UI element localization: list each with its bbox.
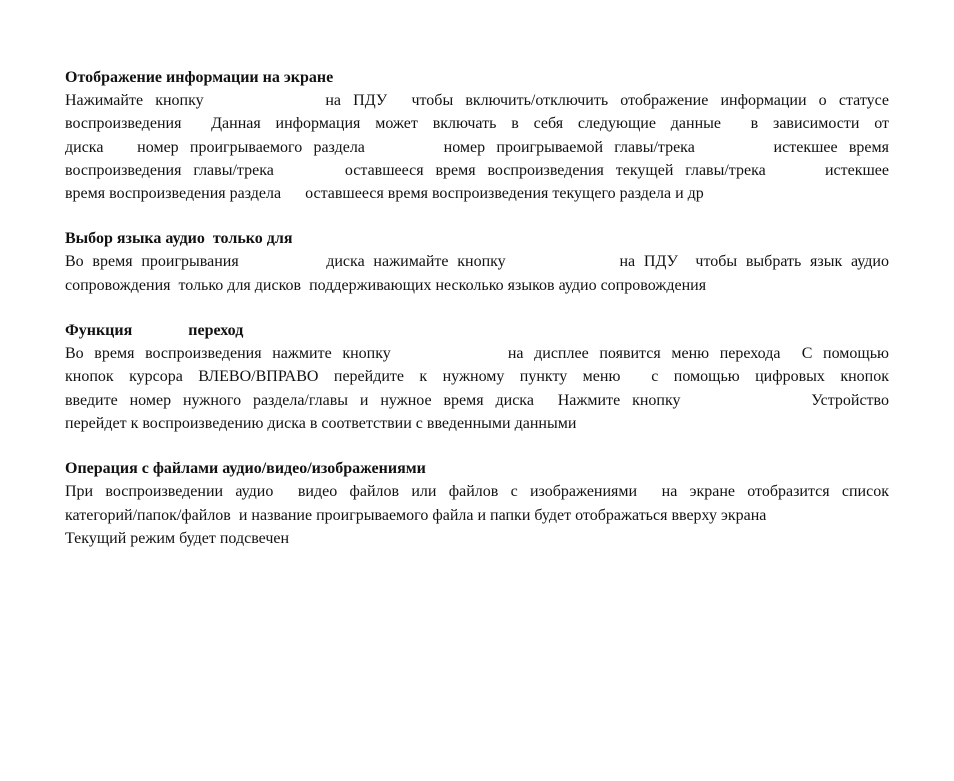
section-heading: Выбор языка аудио только для bbox=[65, 230, 293, 248]
text-line: перейдет к воспроизведению диска в соответствии с введенными данными bbox=[65, 414, 577, 432]
section-paragraph bbox=[65, 480, 889, 550]
text-line: Нажимайте кнопку на ПДУ чтобы включить/отключить отображение информации о статусе bbox=[65, 92, 889, 109]
section-goto-function bbox=[65, 319, 889, 435]
section-heading: Операция с файлами аудио/видео/изображениями bbox=[65, 460, 426, 478]
section-paragraph bbox=[65, 342, 889, 435]
text-line: воспроизведения главы/трека оставшееся время воспроизведения текущей главы/трека истекшее bbox=[65, 161, 889, 179]
text-line: Во время воспроизведения нажмите кнопку на дисплее появится меню перехода С помощью bbox=[65, 345, 889, 363]
section-paragraph bbox=[65, 89, 889, 205]
text-line: При воспроизведении аудио видео файлов или файлов с изображениями на экране отобразится список bbox=[65, 483, 889, 501]
text-line: воспроизведения Данная информация может включать в себя следующие данные в зависимости от bbox=[65, 115, 889, 133]
section-screen-info bbox=[65, 66, 889, 205]
section-heading: Функция переход bbox=[65, 322, 244, 340]
text-line: время воспроизведения раздела оставшееся время воспроизведения текущего раздела и др bbox=[65, 185, 704, 203]
section-paragraph bbox=[65, 250, 889, 297]
text-line: Во время проигрывания диска нажимайте кнопку на ПДУ чтобы выбрать язык аудио bbox=[65, 253, 889, 271]
text-line: сопровождения только для дисков поддерживающих несколько языков аудио сопровождения bbox=[65, 276, 707, 294]
text-line: кнопок курсора ВЛЕВО/ВПРАВО перейдите к нужному пункту меню с помощью цифровых кнопок bbox=[65, 368, 889, 386]
text-line: Текущий режим будет подсвечен bbox=[65, 529, 290, 547]
section-heading: Отображение информации на экране bbox=[65, 69, 334, 86]
text-line: диска номер проигрываемого раздела номер проигрываемой главы/трека истекшее время bbox=[65, 138, 889, 156]
text-line: категорий/папок/файлов и название проигрываемого файла и папки будет отображаться вверху экрана bbox=[65, 506, 767, 524]
text-line: введите номер нужного раздела/главы и нужное время диска Нажмите кнопку Устройство bbox=[65, 391, 889, 409]
section-audio-language bbox=[65, 227, 889, 297]
document-page bbox=[65, 66, 889, 572]
section-file-operation bbox=[65, 457, 889, 550]
